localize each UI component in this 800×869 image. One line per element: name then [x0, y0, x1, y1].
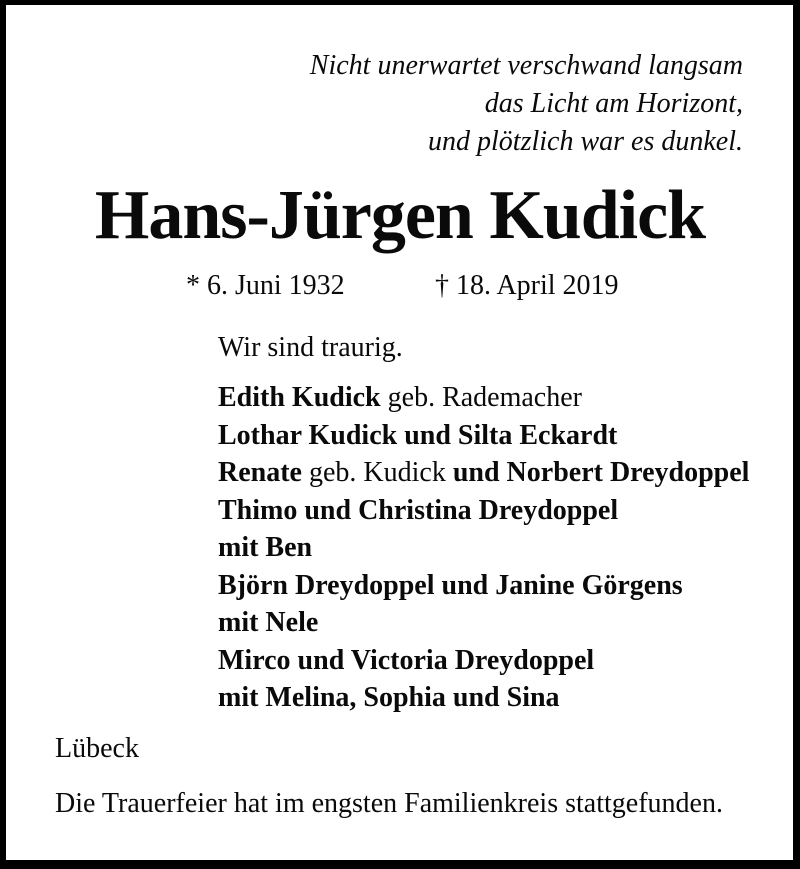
mourner-name-segment: geb. Rademacher [380, 382, 582, 413]
intro-line: Wir sind traurig. [218, 332, 403, 363]
mourner-line [218, 642, 749, 680]
mourner-line [218, 567, 749, 605]
mourner-name-segment: mit Nele [218, 607, 319, 638]
mourner-line [218, 529, 749, 567]
mourner-line [218, 454, 749, 492]
mourner-name-segment: Thimo und Christina Dreydoppel [218, 494, 619, 526]
mourner-name-segment: und Norbert Dreydoppel [452, 457, 750, 488]
death-date: † 18. April 2019 [435, 270, 619, 301]
epigraph-line-2: das Licht am Horizont, [484, 88, 743, 119]
deceased-name: Hans-Jürgen Kudick [94, 177, 706, 254]
epigraph [310, 47, 743, 161]
mourners-list [218, 379, 749, 717]
birth-date: * 6. Juni 1932 [186, 270, 345, 301]
mourner-name-segment: Lothar Kudick und Silta Eckardt [218, 419, 618, 451]
mourner-name-segment: mit Melina, Sophia und Sina [218, 682, 560, 713]
mourner-line [218, 379, 749, 417]
mourner-name-segment: geb. Kudick [301, 457, 453, 488]
epigraph-line-3: und plötzlich war es dunkel. [428, 126, 743, 157]
mourner-name-segment: Mirco und Victoria Dreydoppel [218, 644, 595, 676]
mourner-name-segment: mit Ben [218, 532, 313, 563]
place-line: Lübeck [55, 733, 139, 764]
mourner-line [218, 679, 749, 717]
mourner-line [218, 604, 749, 642]
mourner-name-segment: Renate [218, 457, 302, 488]
mourner-line [218, 417, 749, 455]
epigraph-line-1: Nicht unerwartet verschwand langsam [309, 50, 743, 81]
mourner-name-segment: Edith Kudick [218, 382, 381, 413]
mourner-line [218, 492, 749, 530]
closing-line: Die Trauerfeier hat im engsten Familienkreis stattgefunden. [55, 788, 723, 819]
mourner-name-segment: Björn Dreydoppel und Janine Görgens [218, 569, 683, 601]
